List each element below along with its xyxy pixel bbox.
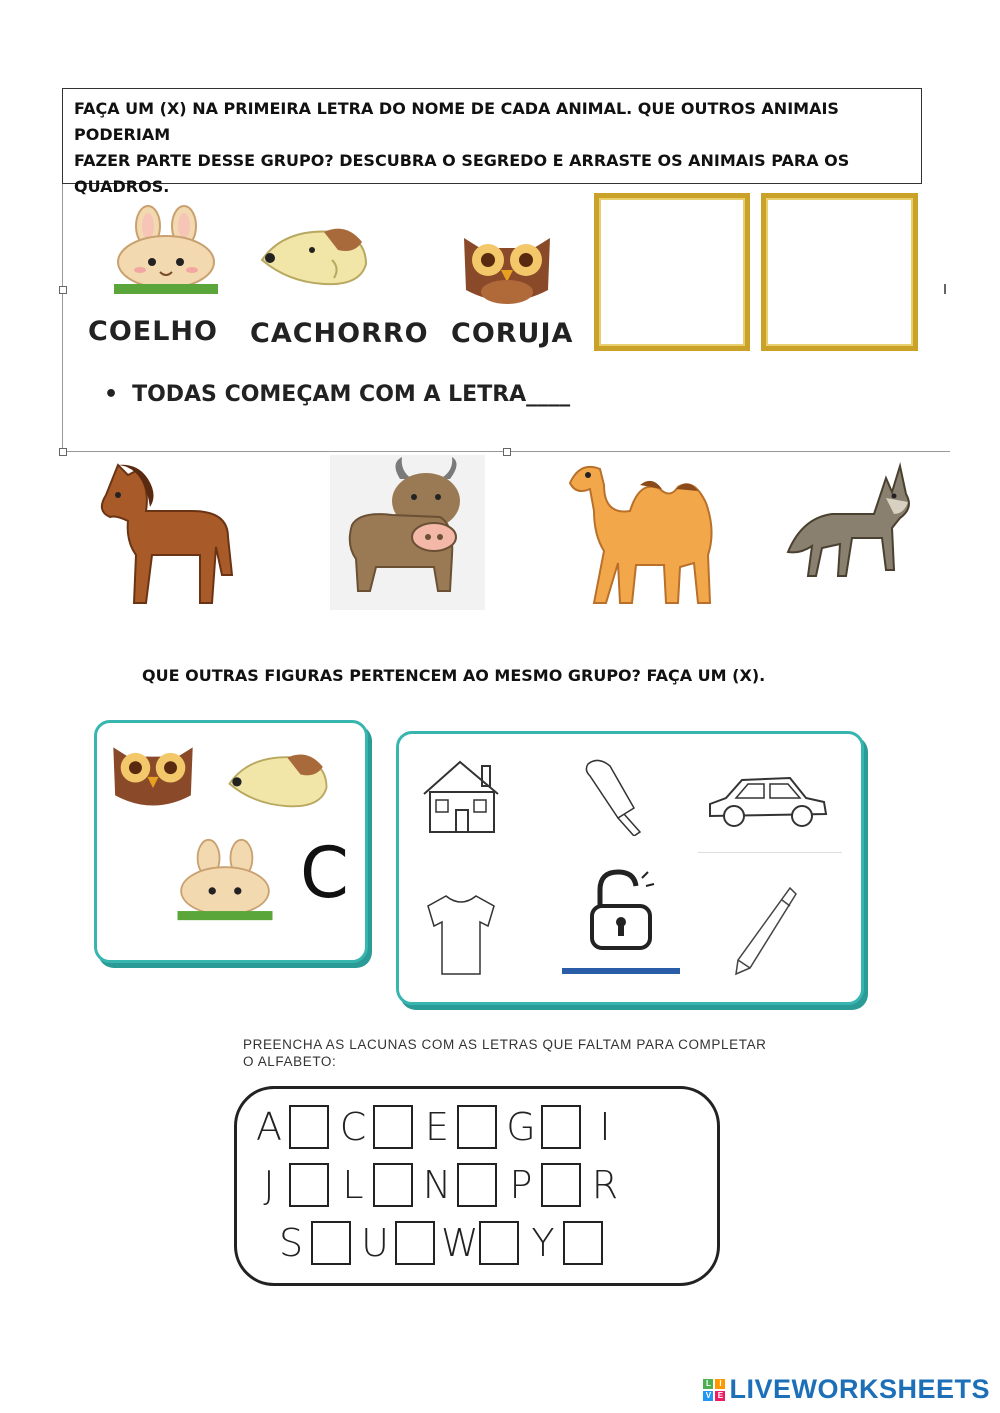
logo-badge-letter: L (703, 1379, 713, 1389)
drop-frame-1[interactable] (594, 193, 750, 351)
resize-handle-bottom-left[interactable] (59, 448, 67, 456)
animal-name-cachorro: CACHORRO (250, 318, 429, 349)
divider (698, 852, 842, 853)
panel-border-left (62, 184, 63, 452)
liveworksheets-logo[interactable] (703, 1374, 990, 1405)
letter-blank[interactable] (457, 1163, 497, 1207)
letter-blank[interactable] (373, 1163, 413, 1207)
example-letter: C (300, 832, 349, 914)
letter-blank[interactable] (395, 1221, 435, 1265)
letter-blank[interactable] (541, 1105, 581, 1149)
instruction-line-1: FAÇA UM (X) NA PRIMEIRA LETRA DO NOME DE CADA ANIMAL. QUE OUTROS ANIMAIS PODERIAM (74, 99, 839, 144)
bullet-text: TODAS COMEÇAM COM A LETRA____ (132, 382, 571, 407)
letter: P (509, 1163, 533, 1207)
pencil-icon[interactable] (728, 884, 800, 980)
letter: C (339, 1105, 367, 1149)
dog-small-icon (222, 746, 334, 814)
letter-blank[interactable] (289, 1105, 329, 1149)
alphabet-row-3 (273, 1221, 609, 1265)
letter-blank[interactable] (457, 1105, 497, 1149)
alphabet-row-1 (251, 1105, 623, 1149)
wolf-icon[interactable] (782, 458, 917, 583)
owl-icon (458, 230, 556, 308)
letter: G (506, 1105, 536, 1149)
drop-frame-2[interactable] (761, 193, 918, 351)
camel-icon[interactable] (560, 455, 725, 610)
alphabet-row-2 (251, 1163, 623, 1207)
logo-badge-letter: I (715, 1379, 725, 1389)
resize-handle-right[interactable] (944, 284, 950, 294)
letter: E (424, 1105, 449, 1149)
owl-small-icon (106, 740, 200, 812)
padlock-icon[interactable] (582, 868, 662, 954)
bull-icon[interactable] (330, 455, 485, 610)
letter: L (342, 1163, 364, 1207)
resize-handle-left[interactable] (59, 286, 67, 294)
rabbit-icon (110, 204, 222, 296)
logo-badge-letter: E (715, 1391, 725, 1401)
shirt-icon[interactable] (424, 892, 498, 978)
instruction-line-2: FAZER PARTE DESSE GRUPO? DESCUBRA O SEGREDO E ARRASTE OS ANIMAIS PARA OS QUADROS. (74, 151, 850, 196)
image-caption-bar (562, 968, 680, 974)
logo-badge (703, 1379, 725, 1401)
popsicle-icon[interactable] (578, 756, 648, 836)
horse-icon[interactable] (88, 455, 238, 610)
logo-badge-letter: V (703, 1391, 713, 1401)
rabbit-small-icon (172, 838, 278, 922)
dog-icon (254, 220, 374, 292)
letter-blank[interactable] (563, 1221, 603, 1265)
letter: Y (531, 1221, 555, 1265)
alphabet-box (234, 1086, 720, 1286)
letter: A (256, 1105, 282, 1149)
bullet-statement: • TODAS COMEÇAM COM A LETRA____ (104, 382, 571, 407)
letter-blank[interactable] (289, 1163, 329, 1207)
alphabet-caption-line-2: O ALFABETO: (243, 1054, 337, 1069)
letter: N (422, 1163, 452, 1207)
instruction-text (74, 96, 914, 200)
letter: I (599, 1105, 611, 1149)
letter: U (361, 1221, 389, 1265)
letter: J (263, 1163, 275, 1207)
alphabet-caption-line-1: PREENCHA AS LACUNAS COM AS LETRAS QUE FALTAM PARA COMPLETAR (243, 1037, 767, 1052)
letter-blank[interactable] (373, 1105, 413, 1149)
resize-handle-bottom[interactable] (503, 448, 511, 456)
car-icon[interactable] (706, 770, 830, 832)
question-2: QUE OUTRAS FIGURAS PERTENCEM AO MESMO GRUPO? FAÇA UM (X). (142, 666, 766, 685)
letter: W (441, 1221, 479, 1265)
animal-name-coelho: COELHO (88, 316, 218, 347)
letter-blank[interactable] (479, 1221, 519, 1265)
alphabet-caption (243, 1036, 767, 1070)
logo-text: LIVEWORKSHEETS (729, 1374, 990, 1404)
letter-blank[interactable] (541, 1163, 581, 1207)
letter: R (591, 1163, 619, 1207)
letter: S (278, 1221, 304, 1265)
letter-blank[interactable] (311, 1221, 351, 1265)
house-icon[interactable] (418, 758, 508, 838)
animal-name-coruja: CORUJA (451, 318, 574, 349)
